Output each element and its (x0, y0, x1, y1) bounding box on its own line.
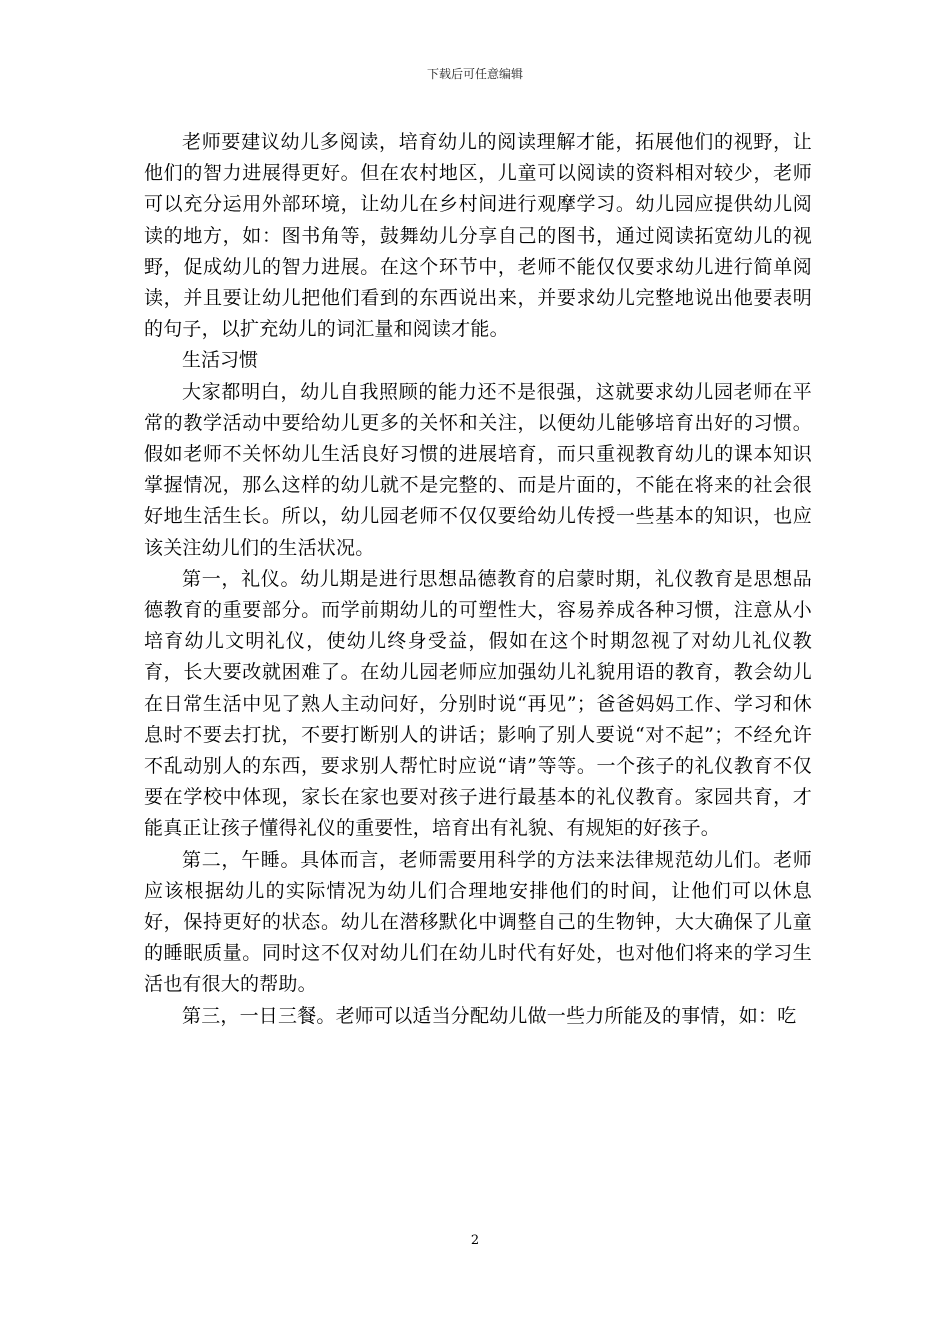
section-heading-living-habits: 生活习惯 (182, 349, 259, 372)
page-number: 2 (470, 1233, 480, 1248)
paragraph-meals: 第三，一日三餐。老师可以适当分配幼儿做一些力所能及的事情，如：吃 (182, 1004, 797, 1027)
page-header: 下载后可任意编辑 (426, 67, 523, 81)
paragraph-etiquette: 第一，礼仪。幼儿期是进行思想品德教育的启蒙时期，礼仪教育是思想品德教育的重要部分。而学前期幼儿的可塑性大，容易养成各种习惯，注意从小培育幼儿文明礼仪，使幼儿终身受益，假如在这个时期忽视了对幼儿礼仪教育，长大要改就困难了。在幼儿园老师应加强幼儿礼貌用语的教育，教会幼儿在日常生活中见了熟人主动问好，分别时说“再见”；爸爸妈妈工作、学习和休息时不要去打扰，不要打断别人的讲话；影响了别人要说“对不起”；不经允许不乱动别人的东西，要求别人帮忙时应说“请”等等。一个孩子的礼仪教育不仅要在学校中体现，家长在家也要对孩子进行最基本的礼仪教育。家园共育，才能真正让孩子懂得礼仪的重要性，培育出有礼貌、有规矩的好孩子。 (144, 567, 812, 840)
paragraph-nap: 第二，午睡。具体而言，老师需要用科学的方法来法律规范幼儿们。老师应该根据幼儿的实际情况为幼儿们合理地安排他们的时间，让他们可以休息好，保持更好的状态。幼儿在潜移默化中调整自己的生物钟，大大确保了儿童的睡眠质量。同时这不仅对幼儿们在幼儿时代有好处，也对他们将来的学习生活也有很大的帮助。 (144, 848, 812, 996)
paragraph-living-habits-intro: 大家都明白，幼儿自我照顾的能力还不是很强，这就要求幼儿园老师在平常的教学活动中要给幼儿更多的关怀和关注，以便幼儿能够培育出好的习惯。假如老师不关怀幼儿生活良好习惯的进展培育，而只重视教育幼儿的课本知识掌握情况，那么这样的幼儿就不是完整的、而是片面的，不能在将来的社会很好地生活生长。所以，幼儿园老师不仅仅要给幼儿传授一些基本的知识，也应该关注幼儿们的生活状况。 (144, 380, 812, 559)
paragraph-reading: 老师要建议幼儿多阅读，培育幼儿的阅读理解才能，拓展他们的视野，让他们的智力进展得更好。但在农村地区，儿童可以阅读的资料相对较少，老师可以充分运用外部环境，让幼儿在乡村间进行观摩学习。幼儿园应提供幼儿阅读的地方，如：图书角等，鼓舞幼儿分享自己的图书，通过阅读拓宽幼儿的视野，促成幼儿的智力进展。在这个环节中，老师不能仅仅要求幼儿进行简单阅读，并且要让幼儿把他们看到的东西说出来，并要求幼儿完整地说出他要表明的句子，以扩充幼儿的词汇量和阅读才能。 (144, 131, 812, 341)
document-body (144, 127, 812, 1032)
